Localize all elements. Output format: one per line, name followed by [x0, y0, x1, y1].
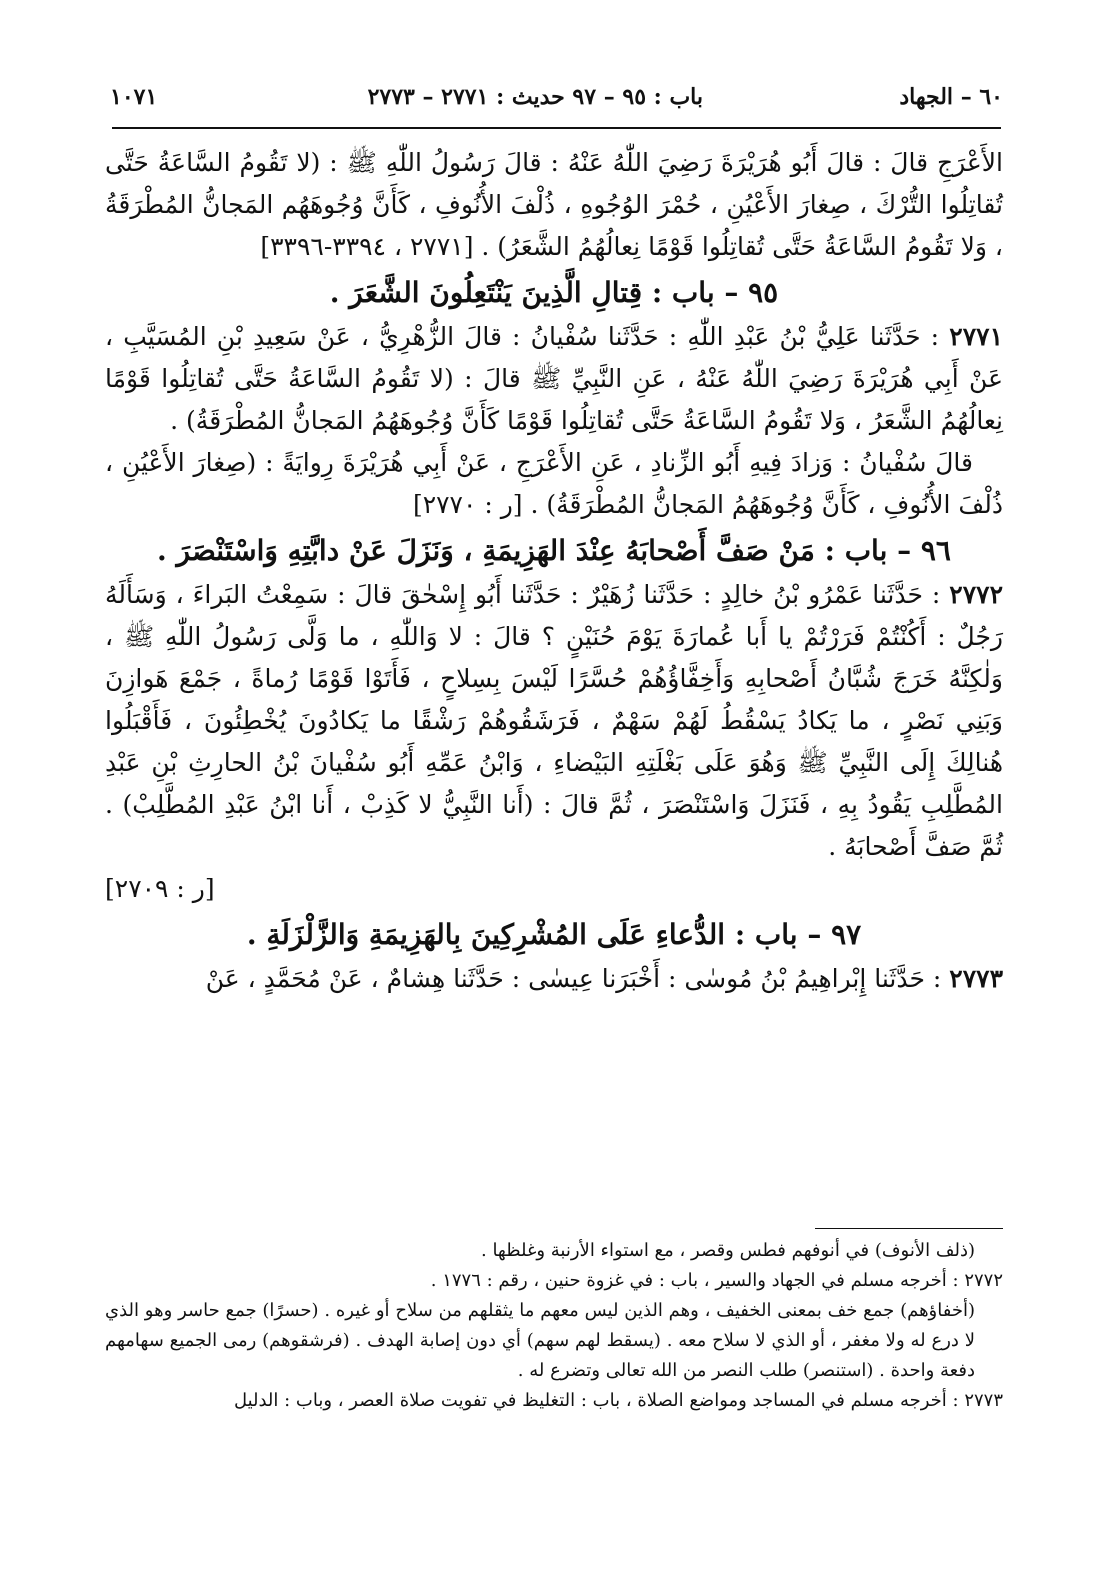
- sufyan-addition: قالَ سُفْيانُ : وَزادَ فِيهِ أَبُو الزِّنادِ ، عَنِ الأَعْرَجِ ، عَنْ أَبِي هُرَيْرَةَ رِوايَةً : (صِغارَ الأَعْيُنِ ، ذُلْفَ الأُنُوفِ ، كَأَنَّ وُجُوهَهُمُ المَجانُّ المُطْرَقَةُ) . [ر : ٢٧٧٠]: [105, 448, 1003, 519]
- hadith-2772: [105, 574, 1003, 868]
- footnote-takhrij-2772: ٢٧٧٢ : أخرجه مسلم في الجهاد والسير ، باب : في غزوة حنين ، رقم : ١٧٧٦ .: [430, 1270, 1003, 1291]
- footnote-divider: [815, 1228, 1003, 1229]
- bab-heading-95: ٩٥ – باب : قِتالِ الَّذِينَ يَنْتَعِلُونَ الشَّعَرَ .: [329, 276, 779, 309]
- footnote-gloss: (ذلف الأنوف) في أنوفهم فطس وقصر ، مع استواء الأرنبة وغلظها .: [481, 1240, 975, 1261]
- footnotes: [105, 1236, 1003, 1416]
- running-header: [110, 84, 1003, 118]
- cross-reference: [ر : ٢٧٠٩]: [105, 874, 215, 903]
- hadith-number: ٢٧٧٢: [949, 580, 1003, 609]
- hadith-text: : حَدَّثَنا إِبْراهِيمُ بْنُ مُوسٰى : أَخْبَرَنا عِيسٰى : حَدَّثَنا هِشامٌ ، عَنْ مُحَمَّدٍ ، عَنْ: [205, 964, 950, 993]
- hadith-2771: [105, 316, 1003, 442]
- hadith-number: ٢٧٧١: [949, 322, 1003, 351]
- main-text: [105, 142, 1003, 1000]
- footnote-glossary-2772: (أخفاؤهم) جمع خف بمعنى الخفيف ، وهم الذين ليس معهم ما يثقلهم من سلاح أو غيره . (حسرًا) جمع حاسر وهو الذي لا درع له ولا مغفر ، أو الذي لا سلاح معه . (يسقط لهم سهم) أي دون إصابة الهدف . (فرشقوهم) رمى الجميع سهامهم دفعة واحدة . (استنصر) طلب النصر من الله تعالى وتضرع له .: [105, 1300, 975, 1381]
- hadith-text: : حَدَّثَنا عَمْرُو بْنُ خالِدٍ : حَدَّثَنا زُهَيْرٌ : حَدَّثَنا أَبُو إِسْحٰقَ قالَ : سَمِعْتُ البَراءَ ، وَسَأَلَهُ رَجُلٌ : أَكُنْتُمْ فَرَرْتُمْ يا أَبا عُمارَةَ يَوْمَ حُنَيْنٍ ؟ قالَ : لا وَاللّٰهِ ، ما وَلَّى رَسُولُ اللّٰهِ ﷺ ، وَلٰكِنَّهُ خَرَجَ شُبَّانُ أَصْحابِهِ وَأَخِفَّاؤُهُمْ حُسَّرًا لَيْسَ بِسِلاحٍ ، فَأَتَوْا قَوْمًا رُماةً ، جَمْعَ هَوازِنَ وَبَنِي نَصْرٍ ، ما يَكادُ يَسْقُطُ لَهُمْ سَهْمٌ ، فَرَشَقُوهُمْ رَشْقًا ما يَكادُونَ يُخْطِئُونَ ، فَأَقْبَلُوا هُنالِكَ إِلَى النَّبِيِّ ﷺ وَهُوَ عَلَى بَغْلَتِهِ البَيْضاءِ ، وَابْنُ عَمِّهِ أَبُو سُفْيانَ بْنُ الحارِثِ بْنِ عَبْدِ المُطَّلِبِ يَقُودُ بِهِ ، فَنَزَلَ وَاسْتَنْصَرَ ، ثُمَّ قالَ : (أَنا النَّبِيُّ لا كَذِبْ ، أَنا ابْنُ عَبْدِ المُطَّلِبْ) . ثُمَّ صَفَّ أَصْحابَهُ .: [105, 580, 1003, 861]
- hadith-2773: [105, 958, 1003, 1000]
- hadith-continuation: الأَعْرَجِ قالَ : قالَ أَبُو هُرَيْرَةَ رَضِيَ اللّٰهُ عَنْهُ : قالَ رَسُولُ اللّٰهِ ﷺ : (لا تَقُومُ السَّاعَةُ حَتَّى تُقاتِلُوا التُّرْكَ ، صِغارَ الأَعْيُنِ ، حُمْرَ الوُجُوهِ ، ذُلْفَ الأُنُوفِ ، كَأَنَّ وُجُوهَهُم المَجانُّ المُطْرَقَةُ ، وَلا تَقُومُ السَّاعَةُ حَتَّى تُقاتِلُوا قَوْمًا نِعالُهُمُ الشَّعَرُ) . [٢٧٧١ ، ٣٣٩٤-٣٣٩٦]: [105, 148, 1003, 261]
- footnote-takhrij-2773: ٢٧٧٣ : أخرجه مسلم في المساجد ومواضع الصلاة ، باب : التغليظ في تفويت صلاة العصر ، وباب : الدليل: [233, 1390, 1003, 1411]
- hadith-text: : حَدَّثَنا عَلِيُّ بْنُ عَبْدِ اللّٰهِ : حَدَّثَنا سُفْيانُ : قالَ الزُّهْرِيُّ ، عَنْ سَعِيدِ بْنِ المُسَيَّبِ ، عَنْ أَبِي هُرَيْرَةَ رَضِيَ اللّٰهُ عَنْهُ ، عَنِ النَّبِيِّ ﷺ قالَ : (لا تَقُومُ السَّاعَةُ حَتَّى تُقاتِلُوا قَوْمًا نِعالُهُمُ الشَّعَرُ ، وَلا تَقُومُ السَّاعَةُ حَتَّى تُقاتِلُوا قَوْمًا كَأَنَّ وُجُوهَهُمُ المَجانُّ المُطْرَقَةُ) .: [105, 322, 1003, 435]
- bab-heading-97: ٩٧ – باب : الدُّعاءِ عَلَى المُشْرِكِينَ بِالهَزِيمَةِ وَالزَّلْزَلَةِ .: [246, 918, 862, 951]
- bab-heading-96: ٩٦ – باب : مَنْ صَفَّ أَصْحابَهُ عِنْدَ الهَزِيمَةِ ، وَنَزَلَ عَنْ دابَّتِهِ وَاسْتَنْصَرَ .: [157, 534, 951, 567]
- page-number: ١٠٧١: [110, 84, 158, 110]
- chapter-title: ٦٠ – الجهاد: [899, 84, 1003, 110]
- header-divider: [112, 127, 1001, 129]
- bab-hadith-range: باب : ٩٥ – ٩٧ حديث : ٢٧٧١ – ٢٧٧٣: [367, 84, 703, 110]
- hadith-number: ٢٧٧٣: [949, 964, 1003, 993]
